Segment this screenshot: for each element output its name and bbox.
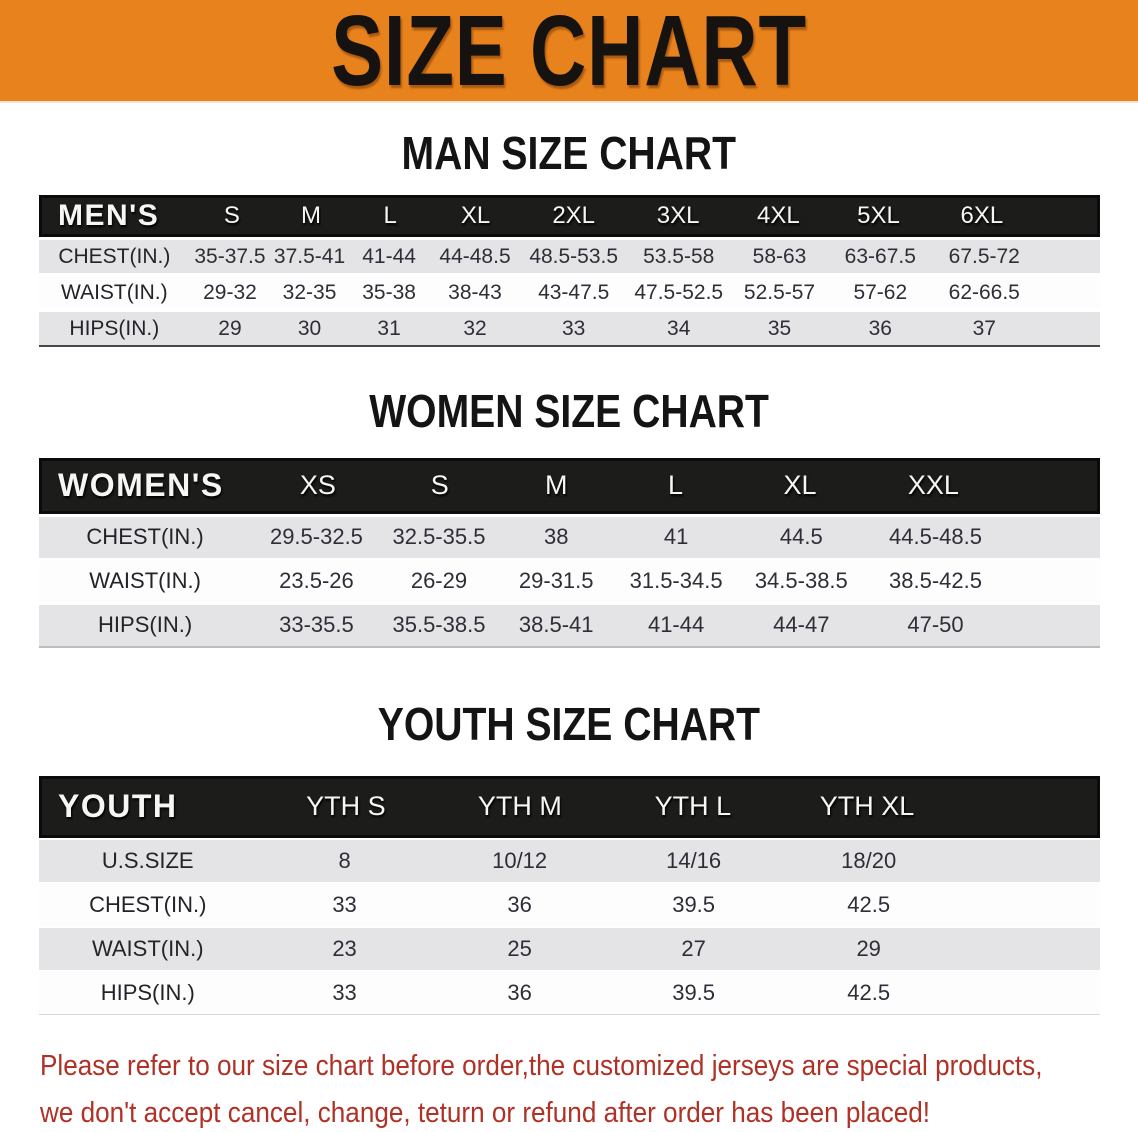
table-header-row <box>39 195 1100 237</box>
women-size-chart-heading-text: WOMEN SIZE CHART <box>369 385 769 438</box>
table-row <box>39 276 1100 309</box>
row-label-cell: WAIST(IN.) <box>89 568 201 594</box>
table-row <box>39 884 1100 926</box>
size-value-cell: 44.5 <box>779 524 823 550</box>
row-label-cell: CHEST(IN.) <box>58 244 171 268</box>
size-value-cell: 29 <box>856 935 881 961</box>
man-size-chart-heading-text: MAN SIZE CHART <box>401 127 737 179</box>
table-row <box>39 240 1100 273</box>
size-value-cell: 30 <box>297 316 322 340</box>
man-size-chart-heading <box>0 129 1138 177</box>
table-row <box>39 840 1100 882</box>
column-header-cell: S <box>430 470 449 501</box>
size-value-cell: 37.5-41 <box>273 244 346 268</box>
size-value-cell: 42.5 <box>847 979 891 1005</box>
row-label-cell: HIPS(IN.) <box>100 979 195 1005</box>
size-value-cell: 44.5-48.5 <box>889 524 982 550</box>
size-value-cell: 38.5-41 <box>518 612 594 638</box>
size-value-cell: 44-48.5 <box>439 244 511 268</box>
size-value-cell: 36 <box>868 316 892 340</box>
women-size-chart-heading <box>0 385 1138 438</box>
size-chart-banner-title: SIZE CHART <box>331 0 807 107</box>
size-value-cell: 33-35.5 <box>279 612 354 638</box>
column-header-cell: 3XL <box>656 202 700 230</box>
size-value-cell: 32.5-35.5 <box>392 524 486 550</box>
size-value-cell: 23.5-26 <box>279 568 354 594</box>
row-label-cell: U.S.SIZE <box>101 847 194 873</box>
table-row <box>39 605 1100 646</box>
column-header-cell: XL <box>783 470 817 501</box>
row-label-cell: HIPS(IN.) <box>69 316 160 340</box>
youth-size-table <box>39 776 1100 1015</box>
size-value-cell: 18/20 <box>841 847 897 873</box>
size-value-cell: 31.5-34.5 <box>629 568 723 594</box>
row-label-cell: CHEST(IN.) <box>86 524 204 550</box>
size-value-cell: 26-29 <box>410 568 468 594</box>
size-value-cell: 47.5-52.5 <box>634 280 724 304</box>
column-header-cell: 4XL <box>756 202 800 230</box>
table-header-row <box>39 458 1100 514</box>
column-header-cell: YTH XL <box>819 791 915 822</box>
size-value-cell: 37 <box>972 316 996 340</box>
size-value-cell: 8 <box>338 847 351 873</box>
size-value-cell: 38-43 <box>448 280 502 304</box>
size-value-cell: 53.5-58 <box>643 244 715 268</box>
row-label-cell: CHEST(IN.) <box>89 891 207 917</box>
table-title-cell: WOMEN'S <box>58 467 224 504</box>
table-header-row <box>39 776 1100 838</box>
column-header-cell: XL <box>460 202 491 230</box>
size-value-cell: 58-63 <box>752 244 807 268</box>
size-value-cell: 31 <box>377 316 401 340</box>
size-value-cell: 33 <box>332 891 357 917</box>
size-value-cell: 43-47.5 <box>538 280 610 304</box>
size-value-cell: 41 <box>663 524 689 550</box>
size-value-cell: 29-32 <box>203 280 257 304</box>
size-value-cell: 57-62 <box>853 280 908 304</box>
table-row <box>39 517 1100 558</box>
size-value-cell: 39.5 <box>672 979 716 1005</box>
order-policy-note-line-2: we don't accept cancel, change, teturn or refund after order has been placed! <box>40 1096 931 1129</box>
size-value-cell: 32 <box>463 316 487 340</box>
column-header-cell: 6XL <box>960 202 1004 230</box>
size-value-cell: 38.5-42.5 <box>889 568 982 594</box>
table-row <box>39 561 1100 602</box>
size-value-cell: 48.5-53.5 <box>529 244 619 268</box>
table-row <box>39 972 1100 1014</box>
size-value-cell: 29.5-32.5 <box>269 524 363 550</box>
size-value-cell: 25 <box>507 935 532 961</box>
size-value-cell: 33 <box>562 316 586 340</box>
column-header-cell: S <box>223 202 240 230</box>
size-value-cell: 36 <box>507 891 532 917</box>
size-value-cell: 36 <box>507 979 532 1005</box>
size-value-cell: 47-50 <box>907 612 964 638</box>
size-value-cell: 42.5 <box>847 891 891 917</box>
table-row <box>39 312 1100 345</box>
size-value-cell: 35-38 <box>362 280 416 304</box>
size-value-cell: 32-35 <box>282 280 337 304</box>
size-value-cell: 52.5-57 <box>743 280 816 304</box>
youth-size-chart-heading-text: YOUTH SIZE CHART <box>377 697 761 750</box>
column-header-cell: M <box>545 470 568 501</box>
women-size-table <box>39 458 1100 648</box>
column-header-cell: XXL <box>907 470 959 501</box>
size-value-cell: 44-47 <box>773 612 830 638</box>
size-value-cell: 14/16 <box>666 847 722 873</box>
size-value-cell: 34 <box>667 316 691 340</box>
table-title-cell: YOUTH <box>58 788 178 825</box>
youth-size-chart-heading <box>0 697 1138 750</box>
column-header-cell: 2XL <box>552 202 596 230</box>
size-value-cell: 33 <box>332 979 357 1005</box>
size-value-cell: 63-67.5 <box>844 244 916 268</box>
row-label-cell: HIPS(IN.) <box>98 612 193 638</box>
table-title-cell: MEN'S <box>58 199 160 233</box>
size-value-cell: 29-31.5 <box>518 568 594 594</box>
size-value-cell: 10/12 <box>492 847 548 873</box>
size-value-cell: 29 <box>218 316 242 340</box>
size-value-cell: 41-44 <box>362 244 416 268</box>
size-value-cell: 41-44 <box>647 612 705 638</box>
size-value-cell: 35.5-38.5 <box>392 612 486 638</box>
column-header-cell: XS <box>299 470 336 501</box>
size-value-cell: 27 <box>681 935 706 961</box>
column-header-cell: YTH S <box>306 791 386 822</box>
order-policy-note <box>40 1043 1138 1132</box>
size-value-cell: 35-37.5 <box>194 244 266 268</box>
column-header-cell: YTH M <box>477 791 562 822</box>
table-row <box>39 928 1100 970</box>
size-value-cell: 67.5-72 <box>948 244 1020 268</box>
size-value-cell: 34.5-38.5 <box>754 568 848 594</box>
column-header-cell: M <box>301 202 321 230</box>
size-value-cell: 62-66.5 <box>948 280 1020 304</box>
size-value-cell: 38 <box>543 524 569 550</box>
column-header-cell: L <box>383 202 397 230</box>
row-label-cell: WAIST(IN.) <box>61 280 168 304</box>
column-header-cell: L <box>667 470 683 501</box>
column-header-cell: YTH L <box>654 791 732 822</box>
column-header-cell: 5XL <box>857 202 900 230</box>
men-size-table <box>39 195 1100 347</box>
order-policy-note-line-1: Please refer to our size chart before order,the customized jerseys are special products, <box>40 1049 1043 1082</box>
size-value-cell: 35 <box>767 316 792 340</box>
size-value-cell: 23 <box>332 935 357 961</box>
size-chart-banner <box>0 0 1138 107</box>
size-value-cell: 39.5 <box>672 891 716 917</box>
row-label-cell: WAIST(IN.) <box>91 935 204 961</box>
